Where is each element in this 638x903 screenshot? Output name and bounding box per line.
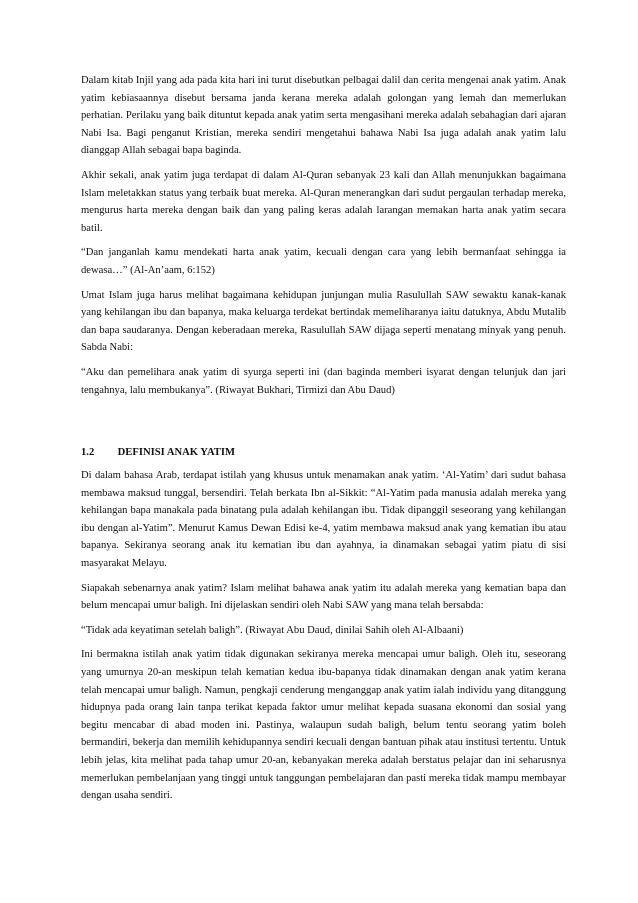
paragraph-injil: Dalam kitab Injil yang ada pada kita hari ini turut disebutkan pelbagai dalil dan cerita mengenai anak yatim. Anak yatim kebiasaannya disebut bersama janda kerana mereka adalah golongan yang lemah dan memerlukan perhatian. Perilaku yang baik dituntut kepada anak yatim serta mengasihani mereka adalah sebahagian dari ajaran Nabi Isa. Bagi penganut Kristian, mereka sendiri mengetahui bahawa Nabi Isa juga adalah anak yatim lalu dianggap Allah sebagai bapa baginda. xyxy=(81,75,566,157)
quote-hadith-syurga: “Aku dan pemelihara anak yatim di syurga seperti ini (dan baginda memberi isyarat dengan telunjuk dan jari tengahnya, lalu membukanya”. (Riwayat Bukhari, Tirmizi dan Abu Daud) xyxy=(81,366,566,396)
section-1-body xyxy=(81,72,566,406)
section-title: DEFINISI ANAK YATIM xyxy=(117,447,235,458)
section-heading xyxy=(81,447,566,458)
paragraph-rasulullah: Umat Islam juga harus melihat bagaimana kehidupan junjungan mulia Rasulullah SAW sewaktu kanak-kanak yang kehilangan ibu dan bapanya, maka keluarga terdekat bertindak memeliharanya iaitu datuknya, Abdu Mutalib dan bapa saudaranya. Dengan keberadaan mereka, Rasulullah SAW dijaga seperti menatang minyak yang penuh. Sabda Nabi: xyxy=(81,289,566,354)
section-2-body xyxy=(81,467,566,812)
paragraph-al-quran: Akhir sekali, anak yatim juga terdapat di dalam Al-Quran sebanyak 23 kali dan Allah menunjukkan bagaimana Islam meletakkan status yang terbaik buat mereka. Al-Quran menerangkan dari sudut pergaulan terhadap mereka, mengurus harta mereka dengan baik dan yang paling keras adalah larangan memakan harta anak yatim secara batil. xyxy=(81,169,566,234)
quote-abu-daud: “Tidak ada keyatiman setelah baligh”. (Riwayat Abu Daud, dinilai Sahih oleh Al-Albaani) xyxy=(81,624,464,636)
paragraph-baligh: Ini bermakna istilah anak yatim tidak digunakan sekiranya mereka mencapai umur baligh. Oleh itu, seseorang yang umurnya 20-an meskipun telah kematian kedua ibu-bapanya tidak dinamakan dengan anak yatim kerana telah mencapai umur baligh. Namun, pengkaji cenderung menganggap anak yatim ialah individu yang ditanggung hidupnya pada orang lain tanpa terikat kepada faktor umur melihat kepada suasana ekonomi dan sosial yang begitu mencabar di abad moden ini. Pastinya, walaupun sudah baligh, belum tentu seorang yatim boleh bermandiri, bekerja dan memilih kehidupannya sendiri kecuali dengan bantuan pihak atau institusi tertentu. Untuk lebih jelas, kita melihat pada tahap umur 20-an, kebanyakan mereka adalah berstatus pelajar dan ini seharusnya memerlukan pembelanjaan yang tinggi untuk tanggungan pembelajaran dan pasti mereka tidak mampu membayar dengan usaha sendiri. xyxy=(81,649,566,802)
paragraph-definition: Di dalam bahasa Arab, terdapat istilah yang khusus untuk menamakan anak yatim. ‘Al-Yatim’ dari sudut bahasa membawa maksud tunggal, bersendiri. Telah berkata Ibn al-Sikkit: “Al-Yatim pada manusia adalah mereka yang kehilangan bapa manakala pada binatang pula adalah kehilangan ibu. Tidak dipanggil seseorang yang kehilangan ibu dengan al-Yatim”. Menurut Kamus Dewan Edisi ke-4, yatim membawa maksud anak yang kematian ibu atau bapanya. Sekiranya seorang anak itu kematian ibu dan ayahnya, ia dinamakan sebagai yatim piatu di sisi masyarakat Melayu. xyxy=(81,470,566,569)
quote-al-anaam: “Dan janganlah kamu mendekati harta anak yatim, kecuali dengan cara yang lebih bermanfaat sehingga ia dewasa…” (Al-An’aam, 6:152) xyxy=(81,247,566,276)
section-number: 1.2 xyxy=(81,447,95,458)
paragraph-siapakah: Siapakah sebenarnya anak yatim? Islam melihat bahawa anak yatim itu adalah mereka yang kematian bapa dan belum mencapai umur baligh. Ini dijelaskan sendiri oleh Nabi SAW yang mana telah bersabda: xyxy=(81,582,566,612)
